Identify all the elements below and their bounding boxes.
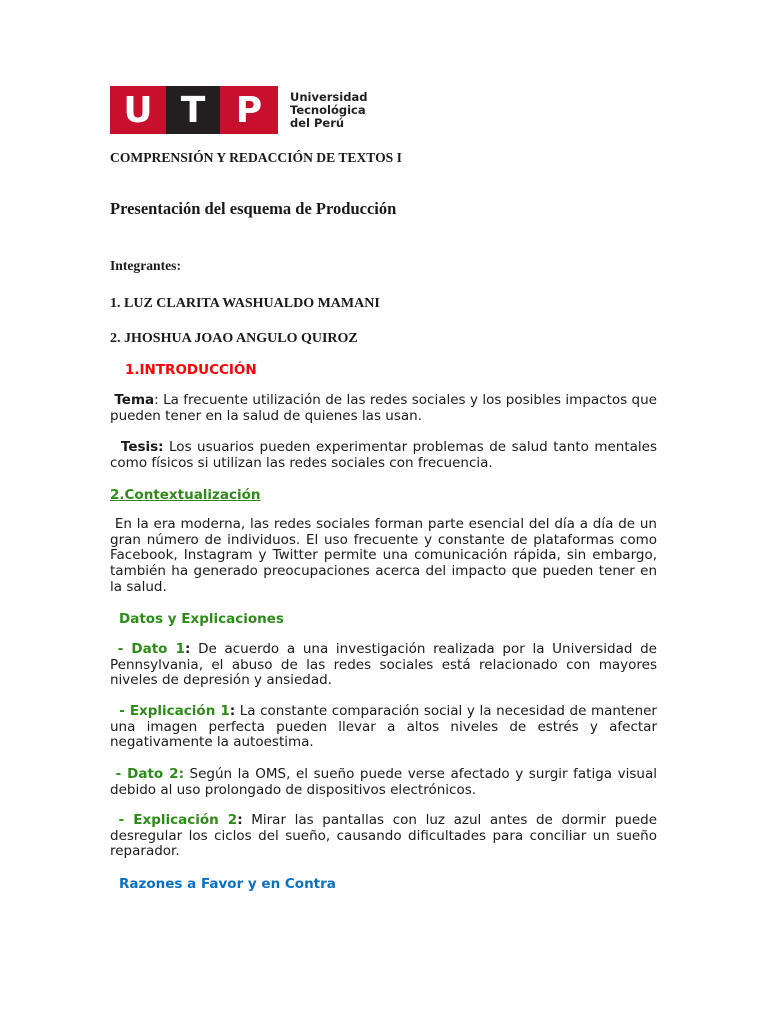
dato-2-text: Según la OMS, el sueño puede verse afectado y surgir fatiga visual debido al uso prolongado de dispositivos electrónicos. (110, 766, 657, 798)
tema-paragraph (110, 393, 657, 424)
explicacion-2-paragraph: - Explicación 2: Mirar las pantallas con luz azul antes de dormir puede desregular los ciclos del sueño, causando dificultades para conciliar un sueño reparador. (110, 812, 658, 860)
explicacion-2-text: Mirar las pantallas con luz azul antes de dormir puede desregular los ciclos del sueño, causando dificultades para conciliar un sueño reparador. (110, 812, 658, 860)
members-label: Integrantes: (110, 258, 181, 273)
context-paragraph (110, 517, 657, 596)
logo-letter-t: T (180, 89, 206, 131)
document-subtitle: Presentación del esquema de Producción (110, 199, 397, 218)
section-heading-datos: Datos y Explicaciones (119, 611, 284, 627)
explicacion-2-label: - Explicación 2 (118, 812, 238, 828)
context-text: En la era moderna, las redes sociales forman parte esencial del día a día de un gran número de individuos. El uso frecuente y constante de plataformas como Facebook, Instagram y Twitter permite una comunicación rápida, sin embargo, también ha generado preocupaciones acerca del impacto que pueden tener en la salud. (110, 516, 657, 595)
member-1: 1. LUZ CLARITA WASHUALDO MAMANI (110, 296, 380, 311)
section-heading-introduccion: 1.INTRODUCCIÓN (125, 362, 257, 378)
tesis-paragraph (110, 440, 657, 471)
dato-1-text: De acuerdo a una investigación realizada por la Universidad de Pennsylvania, el abuso de las redes sociales está relacionado con mayores niveles de depresión y ansiedad. (110, 641, 657, 689)
logo-mark (110, 86, 278, 134)
dato-1-paragraph: - Dato 1: De acuerdo a una investigación realizada por la Universidad de Pennsylvania, el abuso de las redes sociales está relacionado con mayores niveles de depresión y ansiedad. (110, 641, 657, 689)
utp-logo (110, 86, 367, 134)
dato-2-paragraph (110, 767, 657, 798)
logo-name-line-1: Universidad (290, 89, 368, 104)
tesis-text: Los usuarios pueden experimentar problemas de salud tanto mentales como físicos si utilizan las redes sociales con frecuencia. (110, 439, 657, 471)
tesis-label: Tesis: (120, 439, 164, 455)
section-heading-contextualizacion: 2.Contextualización (110, 487, 261, 503)
dato-2-label: - Dato 2: (115, 766, 184, 782)
logo-name-line-3: del Perú (290, 115, 345, 130)
tema-label: Tema (114, 392, 155, 408)
logo-university-name (290, 91, 367, 130)
explicacion-1-label: - Explicación 1 (119, 703, 230, 719)
explicacion-1-paragraph: - Explicación 1: La constante comparación social y la necesidad de mantener una imagen perfecta pueden llevar a altos niveles de estrés y afectar negativamente la autoestima. (110, 703, 657, 751)
section-heading-razones: Razones a Favor y en Contra (119, 876, 336, 892)
logo-letter-u: U (123, 89, 153, 131)
logo-name-line-2: Tecnológica (290, 102, 366, 117)
tema-text: : La frecuente utilización de las redes sociales y los posibles impactos que pueden tener en la salud de quienes las usan. (110, 392, 657, 424)
course-title: COMPRENSIÓN Y REDACCIÓN DE TEXTOS I (110, 150, 402, 165)
logo-letter-p: P (235, 89, 263, 131)
member-2: 2. JHOSHUA JOAO ANGULO QUIROZ (110, 331, 358, 346)
dato-1-label: - Dato 1 (117, 641, 185, 657)
explicacion-1-text: La constante comparación social y la necesidad de mantener una imagen perfecta pueden llevar a altos niveles de estrés y afectar negativamente la autoestima. (110, 703, 657, 751)
